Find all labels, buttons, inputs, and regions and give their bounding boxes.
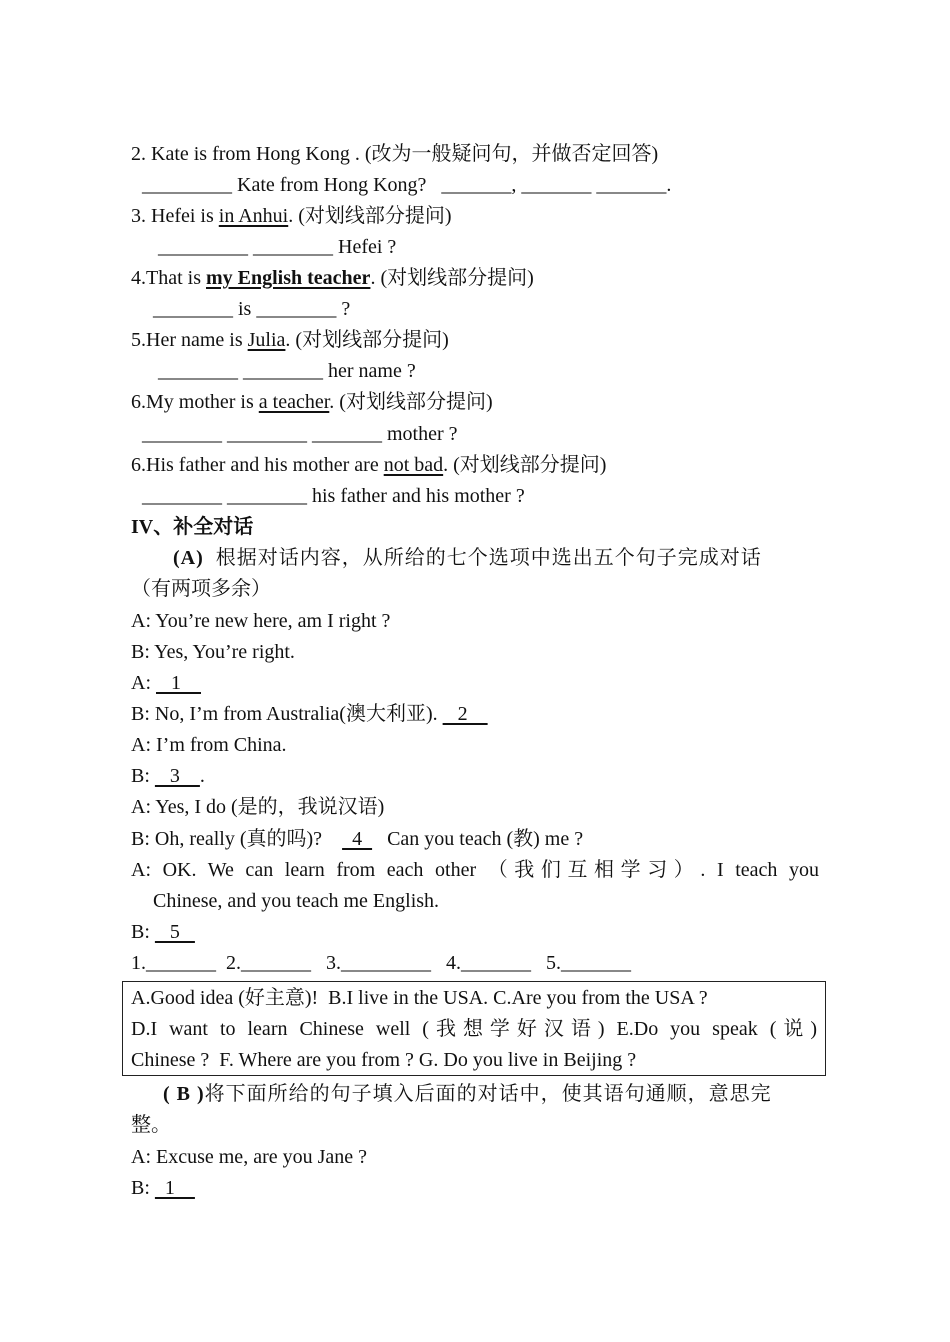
part-b-label: ( B ) xyxy=(163,1083,205,1105)
q4-answer-line: ________ is ________ ? xyxy=(153,298,351,320)
dialogue-blank-1: 1 xyxy=(156,672,201,694)
part-b-instruction-cont: 整。 xyxy=(131,1114,171,1136)
part-b-blank-1: 1 xyxy=(154,1177,195,1199)
part-b-line-1: A: Excuse me, are you Jane ? xyxy=(131,1146,368,1168)
part-a-label: (A) xyxy=(173,547,204,569)
q6a-prompt: 6.My mother is a teacher. (对划线部分提问) xyxy=(131,391,493,413)
part-a-instruction-cont: （有两项多余） xyxy=(131,578,271,600)
options-line-2: D.I want to learn Chinese well (我想学好汉语) E.Do you speak (说) xyxy=(131,1018,817,1040)
q4-prompt: 4.That is my English teacher. (对划线部分提问) xyxy=(131,267,534,289)
options-box xyxy=(122,981,826,1076)
dialogue-line-3: A: 1 xyxy=(131,672,201,694)
dialogue-blank-3: 3 xyxy=(154,765,200,787)
q3-underlined: in Anhui xyxy=(218,205,289,227)
dialogue-blank-2: 2 xyxy=(442,703,488,725)
section4-heading: IV、补全对话 xyxy=(131,516,254,538)
q2-answer-line: _________ Kate from Hong Kong? _______, _______ _______. xyxy=(142,174,672,196)
q5-prompt: 5.Her name is Julia. (对划线部分提问) xyxy=(131,329,449,351)
dialogue-line-4: B: No, I’m from Australia(澳大利亚). 2 xyxy=(131,703,488,725)
dialogue-line-5: A: I’m from China. xyxy=(131,734,287,756)
options-line-1: A.Good idea (好主意)! B.I live in the USA. C.Are you from the USA ? xyxy=(131,987,708,1009)
q6b-underlined: not bad xyxy=(383,454,444,476)
q6b-answer-line: ________ ________ his father and his mother ? xyxy=(142,485,525,507)
dialogue-line-7: A: Yes, I do (是的，我说汉语) xyxy=(131,796,385,818)
q2-prompt: 2. Kate is from Hong Kong . (改为一般疑问句，并做否定回答) xyxy=(131,143,659,165)
dialogue-line-6: B: 3 . xyxy=(131,765,205,787)
answer-row: 1._______ 2._______ 3._________ 4._______ 5._______ xyxy=(131,952,631,974)
q3-answer-line: _________ ________ Hefei ? xyxy=(158,236,397,258)
dialogue-line-11: B: 5 xyxy=(131,921,195,943)
dialogue-line-9: A: OK. We can learn from each other （我们互相学习）. I teach you xyxy=(131,859,819,881)
dialogue-blank-5: 5 xyxy=(154,921,195,943)
q6b-prompt: 6.His father and his mother are not bad. (对划线部分提问) xyxy=(131,454,607,476)
q5-underlined: Julia xyxy=(247,329,286,351)
dialogue-line-8: B: Oh, really (真的吗)? 4 Can you teach (教) me ? xyxy=(131,828,584,850)
part-b-instruction: ( B )将下面所给的句子填入后面的对话中，使其语句通顺，意思完 xyxy=(163,1083,772,1105)
q3-prompt: 3. Hefei is in Anhui. (对划线部分提问) xyxy=(131,205,452,227)
q6a-answer-line: ________ ________ _______ mother ? xyxy=(142,423,458,445)
part-a-instruction: (A) 根据对话内容，从所给的七个选项中选出五个句子完成对话 xyxy=(173,547,762,569)
dialogue-line-1: A: You’re new here, am I right ? xyxy=(131,610,391,632)
options-line-3: Chinese ? F. Where are you from ? G. Do you live in Beijing ? xyxy=(131,1049,637,1071)
part-b-line-2: B: 1 xyxy=(131,1177,195,1199)
q5-answer-line: ________ ________ her name ? xyxy=(158,360,416,382)
dialogue-line-2: B: Yes, You’re right. xyxy=(131,641,295,663)
dialogue-blank-4: 4 xyxy=(342,828,373,850)
dialogue-line-10: Chinese, and you teach me English. xyxy=(153,890,440,912)
q4-underlined: my English teacher xyxy=(206,267,371,289)
q6a-underlined: a teacher xyxy=(258,391,330,413)
